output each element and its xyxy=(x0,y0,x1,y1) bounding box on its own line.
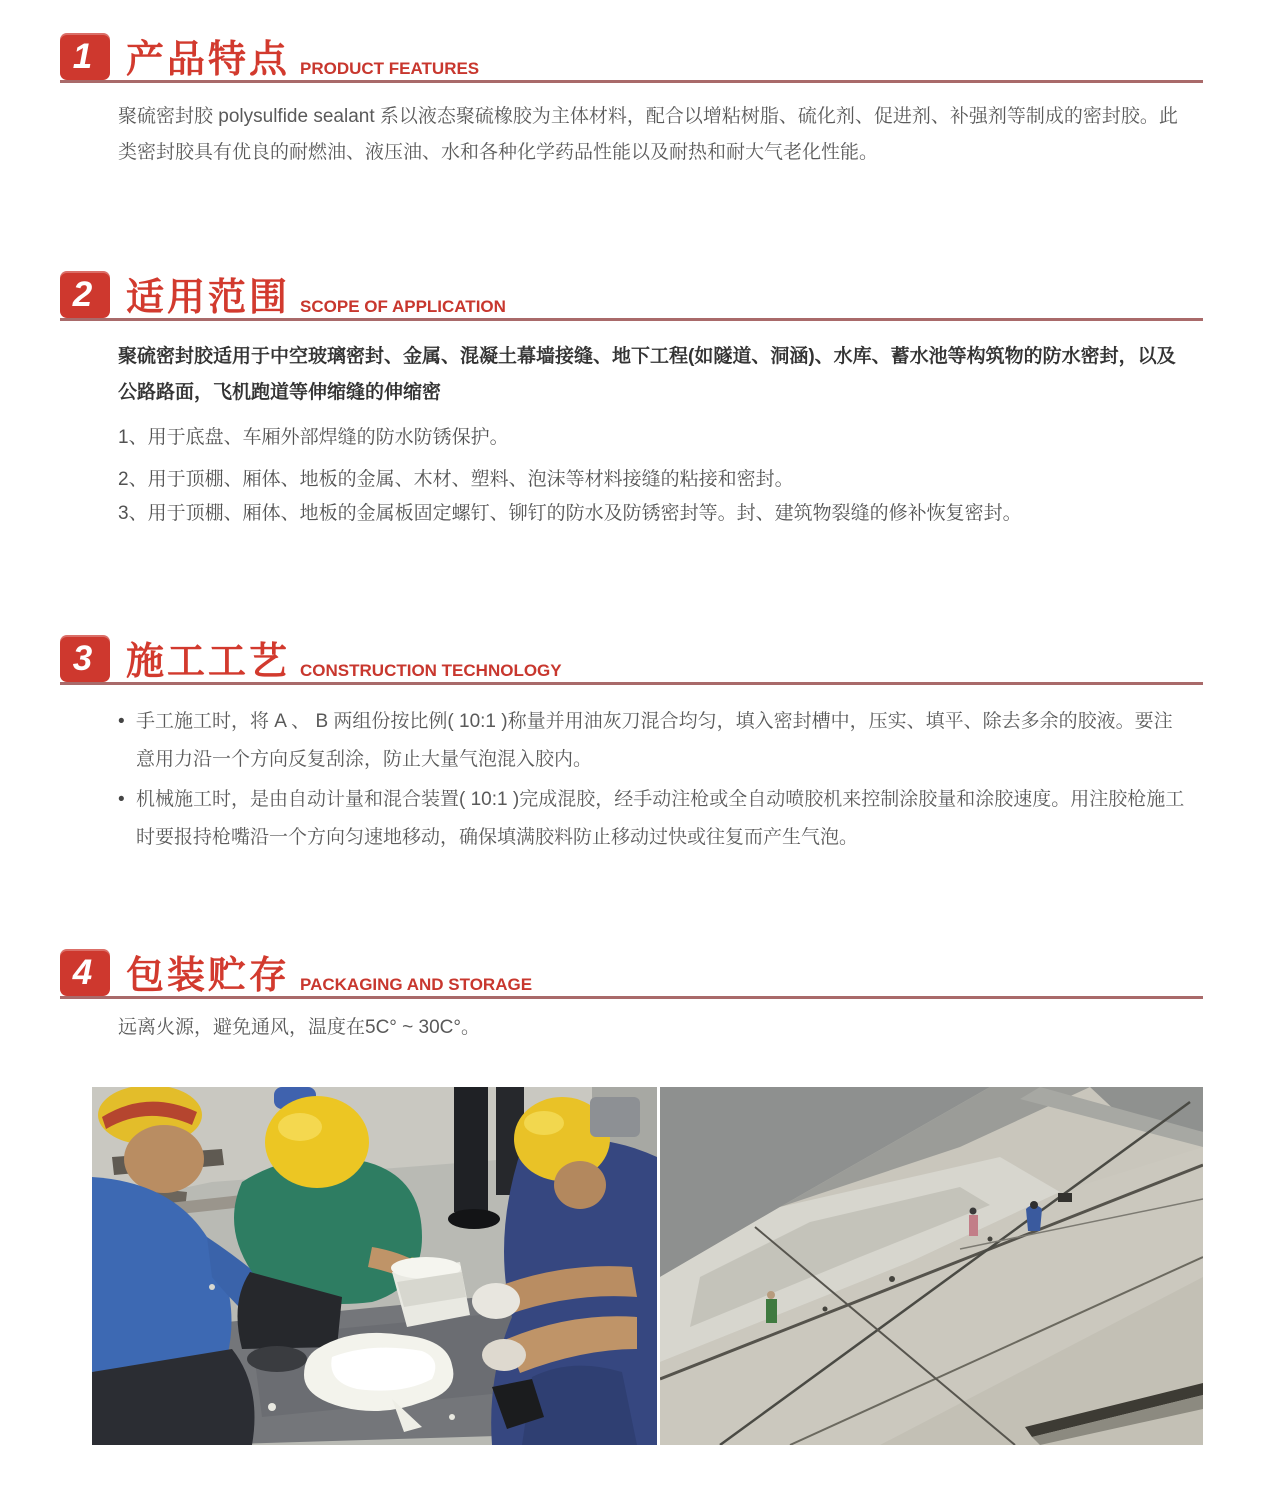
construction-bullet-list xyxy=(118,703,1190,857)
bullet-text: 手工施工时，将 A 、 B 两组份按比例( 10:1 )称量并用油灰刀混合均匀，填入密封槽中，压实、填平、除去多余的胶液。要注意用力沿一个方向反复刮涂，防止大量气泡混入胶内。 xyxy=(136,711,1173,770)
storage-paragraph: 远离火源，避免通风，温度在5C° ~ 30C°。 xyxy=(118,1017,480,1038)
bullet-text: 机械施工时，是由自动计量和混合装置( 10:1 )完成混胶，经手动注枪或全自动喷胶机来控制涂胶量和涂胶速度。用注胶枪施工时要报持枪嘴沿一个方向匀速地移动，确保填满胶料防止移动过快或往复而产生气泡。 xyxy=(136,789,1185,848)
bullet-item xyxy=(118,703,1190,779)
section-title-zh: 包装贮存 xyxy=(126,955,291,997)
list-item: 2、用于顶棚、厢体、地板的金属、木材、塑料、泡沫等材料接缝的粘接和密封。 xyxy=(118,469,794,490)
concrete-slope-expansion-joints-photo xyxy=(660,1087,1203,1445)
section-product-features xyxy=(60,33,1220,171)
section-body xyxy=(118,99,1190,171)
section-body xyxy=(118,703,1190,857)
section-title-en: PRODUCT FEATURES xyxy=(300,59,480,78)
scope-lead-paragraph: 聚硫密封胶适用于中空玻璃密封、金属、混凝土幕墙接缝、地下工程(如隧道、洞涵)、水库、蓄水池等构筑物的防水密封，以及公路路面，飞机跑道等伸缩缝的伸缩密 xyxy=(118,346,1176,403)
section-construction-technology xyxy=(60,635,1220,857)
section-header xyxy=(60,949,1203,999)
bullet-dot: • xyxy=(118,789,125,810)
section-title-en: SCOPE OF APPLICATION xyxy=(300,297,506,316)
feature-paragraph: 聚硫密封胶 polysulfide sealant 系以液态聚硫橡胶为主体材料，配合以增粘树脂、硫化剂、促进剂、补强剂等制成的密封胶。此类密封胶具有优良的耐燃油、液压油、水和各种化学药品性能以及耐热和耐大气老化性能。 xyxy=(118,106,1178,163)
section-header xyxy=(60,33,1203,83)
section-body xyxy=(118,339,1190,529)
section-scope-of-application xyxy=(60,271,1220,529)
section-title-en: CONSTRUCTION TECHNOLOGY xyxy=(300,661,562,680)
section-title-zh: 适用范围 xyxy=(126,277,291,319)
section-number-badge: 2 xyxy=(60,271,110,318)
section-number-badge: 4 xyxy=(60,949,110,996)
photo-row xyxy=(92,1087,1220,1445)
section-title-zh: 施工工艺 xyxy=(126,641,291,683)
section-header xyxy=(60,635,1203,685)
section-packaging-and-storage xyxy=(60,949,1220,1043)
bullet-dot: • xyxy=(118,711,125,732)
section-body xyxy=(118,1013,1190,1043)
section-header xyxy=(60,271,1203,321)
bullet-item xyxy=(118,781,1190,857)
list-item: 1、用于底盘、车厢外部焊缝的防水防锈保护。 xyxy=(118,427,509,448)
section-title-zh: 产品特点 xyxy=(126,39,291,81)
workers-applying-sealant-photo xyxy=(92,1087,657,1445)
section-number-badge: 3 xyxy=(60,635,110,682)
section-title-en: PACKAGING AND STORAGE xyxy=(300,975,533,994)
list-item: 3、用于顶棚、厢体、地板的金属板固定螺钉、铆钉的防水及防锈密封等。封、建筑物裂缝的修补恢复密封。 xyxy=(118,503,1022,524)
scope-numbered-list xyxy=(118,423,1190,529)
section-number-badge: 1 xyxy=(60,33,110,80)
